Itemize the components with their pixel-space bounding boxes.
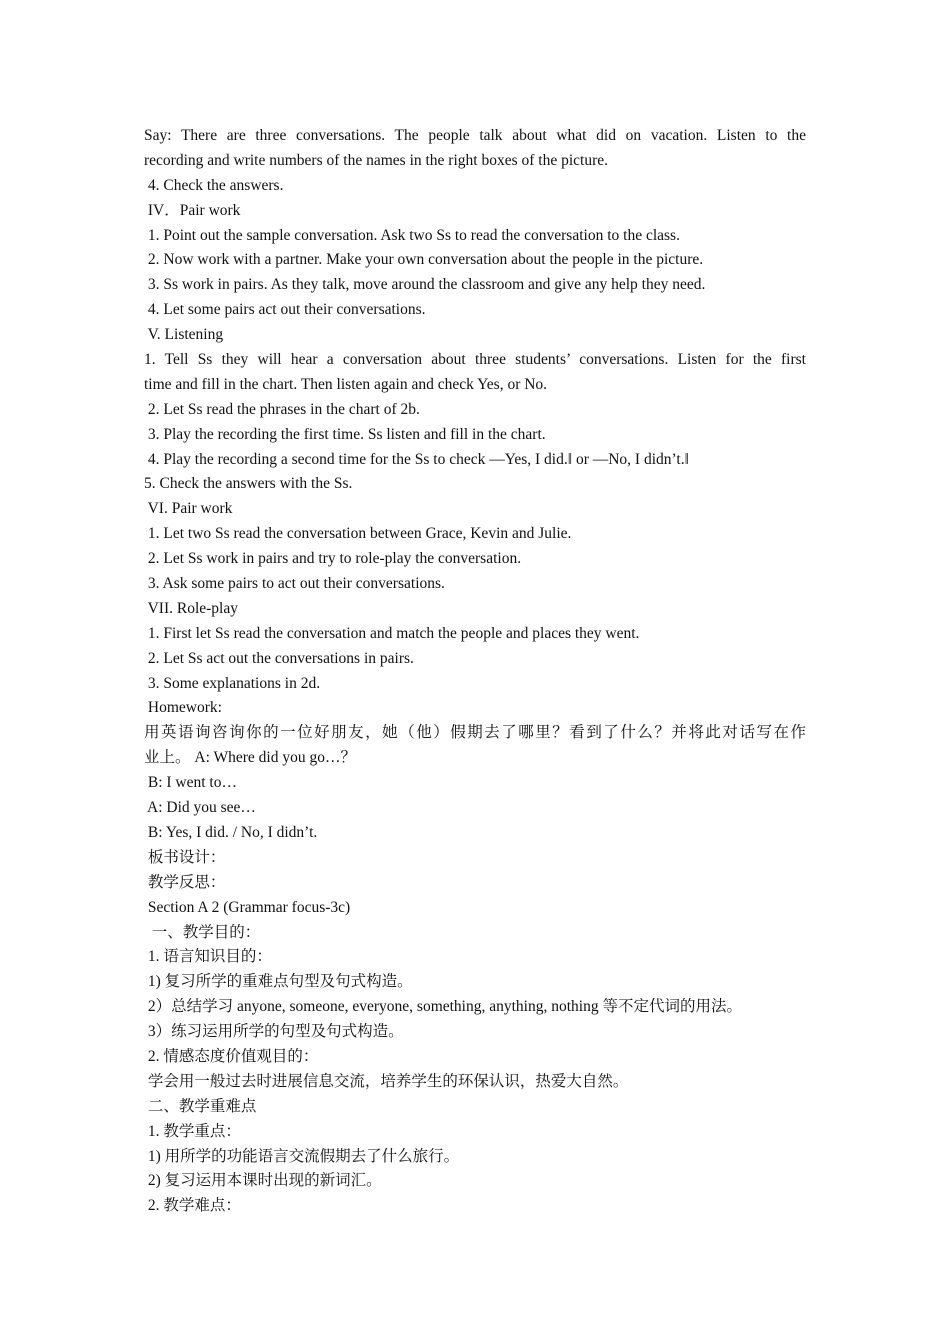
text-line: 学会用一般过去时进展信息交流，培养学生的环保认识，热爱大自然。 — [144, 1072, 629, 1090]
text-line: 1. Let two Ss read the conversation between Grace, Kevin and Julie. — [144, 525, 572, 543]
section-heading: Homework: — [144, 699, 222, 717]
text-line: A: Did you see… — [144, 799, 256, 817]
text-line: 2. Let Ss act out the conversations in pairs. — [144, 649, 414, 667]
text-line: 2. 教学难点： — [144, 1197, 241, 1215]
section-heading: 一、教学目的： — [144, 923, 261, 941]
text-line: 4. Play the recording a second time for the Ss to check ―Yes, I did.‖ or ―No, I didn’t.‖ — [144, 450, 689, 468]
text-line: 3. Play the recording the first time. Ss listen and fill in the chart. — [144, 425, 546, 443]
text-line: recording and write numbers of the names in the right boxes of the picture. — [144, 151, 609, 169]
section-heading: 教学反思： — [144, 873, 226, 891]
section-heading: VI. Pair work — [144, 500, 233, 518]
text-line: 3. Some explanations in 2d. — [144, 674, 321, 692]
text-line: 2) 复习运用本课时出现的新词汇。 — [144, 1172, 382, 1190]
text-line: 业上。 A: Where did you go…？ — [144, 749, 356, 767]
text-line: 4. Let some pairs act out their conversations. — [144, 301, 426, 319]
text-line: 2）总结学习 anyone, someone, everyone, something, anything, nothing 等不定代词的用法。 — [144, 998, 742, 1016]
section-heading: V. Listening — [144, 326, 224, 344]
text-line: B: Yes, I did. / No, I didn’t. — [144, 823, 318, 841]
text-line: 用英语询咨询你的一位好朋友，她（他）假期去了哪里？看到了什么？并将此对话写在作 — [144, 724, 806, 742]
text-line: Say: There are three conversations. The people talk about what did on vacation. Listen to the — [144, 127, 806, 144]
text-line: 2. Let Ss work in pairs and try to role-play the conversation. — [144, 550, 522, 568]
text-line: 2. Let Ss read the phrases in the chart of 2b. — [144, 400, 420, 418]
text-line: 1) 复习所学的重难点句型及句式构造。 — [144, 973, 413, 991]
text-line: time and fill in the chart. Then listen again and check Yes, or No. — [144, 375, 548, 393]
section-heading: Section A 2 (Grammar focus-3c) — [144, 898, 351, 916]
text-line: 2. 情感态度价值观目的： — [144, 1047, 319, 1065]
text-line: 3）练习运用所学的句型及句式构造。 — [144, 1023, 404, 1041]
text-line: 1. Tell Ss they will hear a conversation about three students’ conversations. Listen for the first — [144, 351, 806, 369]
document-page — [144, 124, 806, 1219]
text-line: 1. 语言知识目的： — [144, 948, 272, 966]
section-heading: 二、教学重难点 — [144, 1097, 257, 1115]
text-line: 2. Now work with a partner. Make your own conversation about the people in the picture. — [144, 251, 704, 269]
text-line: 5. Check the answers with the Ss. — [144, 475, 353, 493]
text-line: 4. Check the answers. — [144, 176, 284, 194]
section-heading: IV．Pair work — [144, 201, 241, 219]
text-line: 1. Point out the sample conversation. Ask two Ss to read the conversation to the class. — [144, 226, 680, 244]
text-line: 3. Ss work in pairs. As they talk, move around the classroom and give any help they need. — [144, 276, 706, 294]
text-line: 3. Ask some pairs to act out their conversations. — [144, 575, 445, 593]
text-line: 1. 教学重点： — [144, 1122, 241, 1140]
section-heading: VII. Role-play — [144, 599, 238, 617]
text-line: 1. First let Ss read the conversation and match the people and places they went. — [144, 624, 640, 642]
text-line: 1) 用所学的功能语言交流假期去了什么旅行。 — [144, 1147, 460, 1165]
text-line: B: I went to… — [144, 774, 237, 792]
section-heading: 板书设计： — [144, 848, 226, 866]
